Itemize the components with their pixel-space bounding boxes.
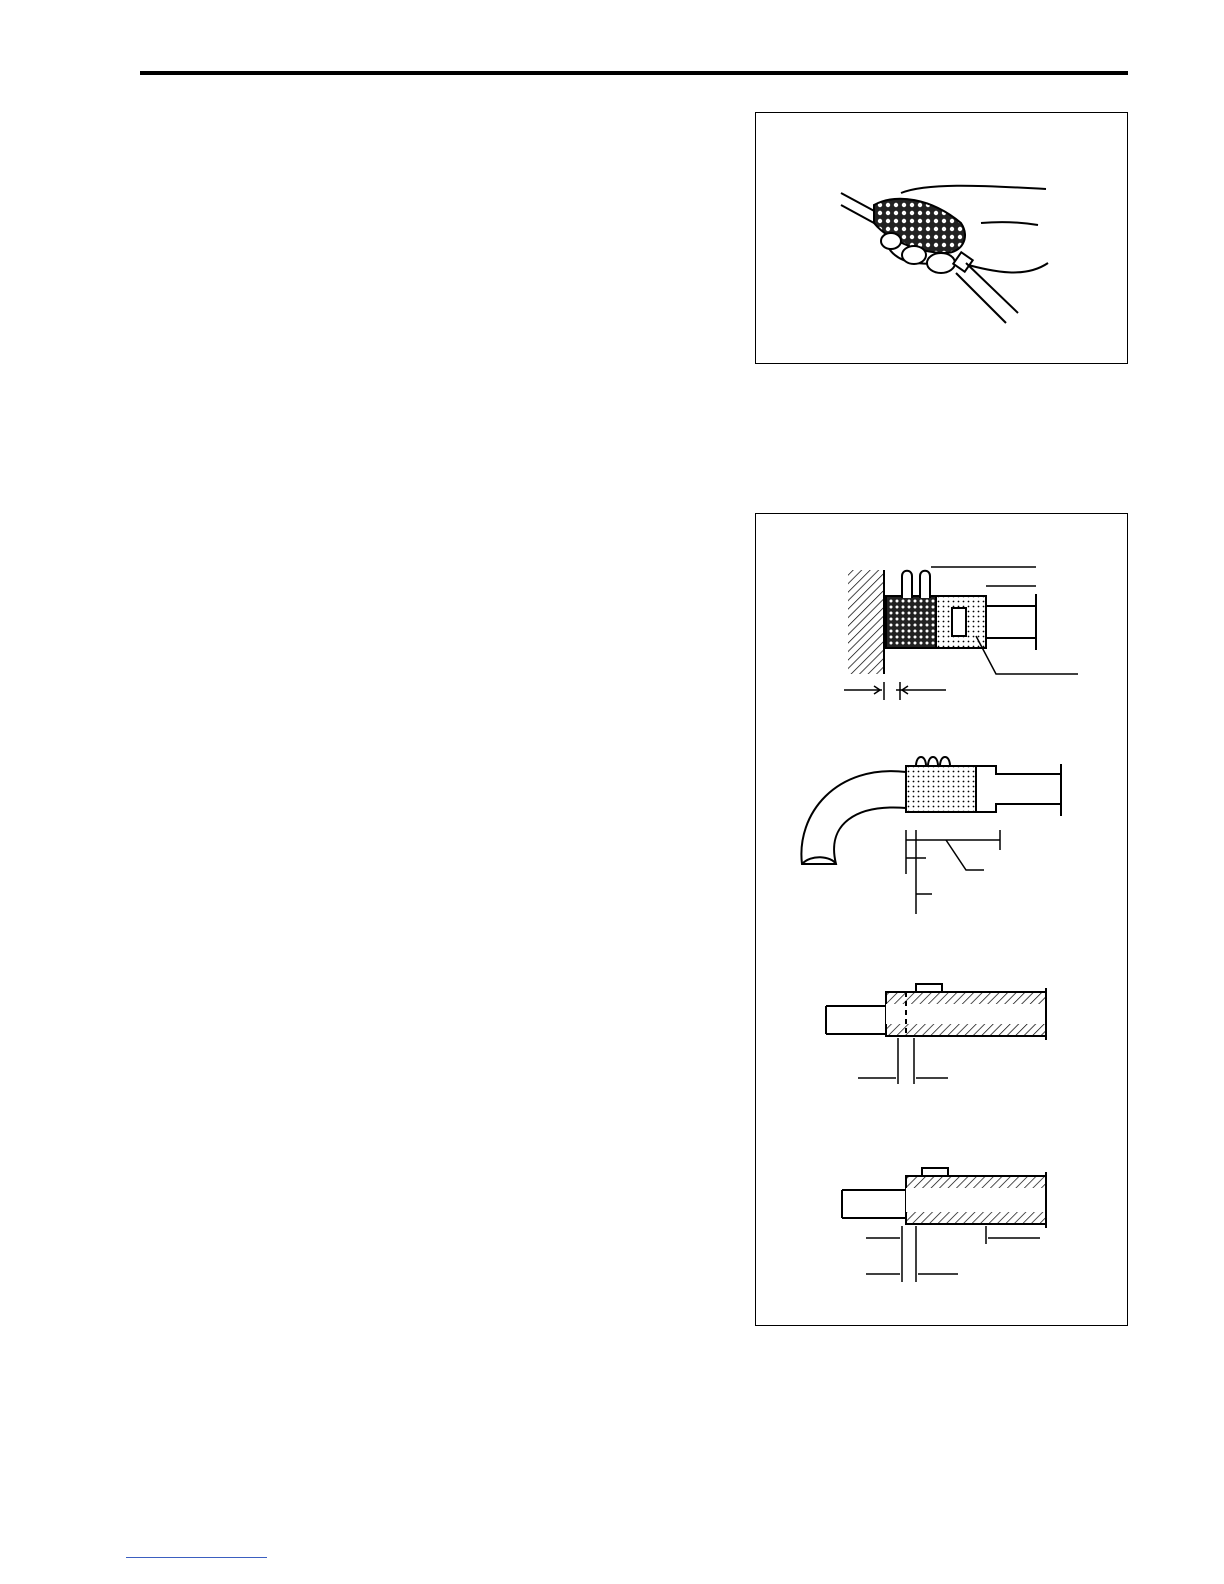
diagram-a	[844, 567, 1078, 700]
diagram-d	[842, 1168, 1046, 1282]
footer-link-underline[interactable]	[126, 1557, 267, 1558]
header-rule	[140, 71, 1128, 75]
hose-clamp-installation-diagrams-icon	[756, 514, 1129, 1327]
figure-hand-squeeze-hose	[755, 112, 1128, 364]
figure-hose-clamp-diagrams	[755, 513, 1128, 1326]
diagram-b	[801, 757, 1061, 914]
hand-squeezing-hose-icon	[756, 113, 1129, 365]
diagram-c	[826, 984, 1046, 1084]
